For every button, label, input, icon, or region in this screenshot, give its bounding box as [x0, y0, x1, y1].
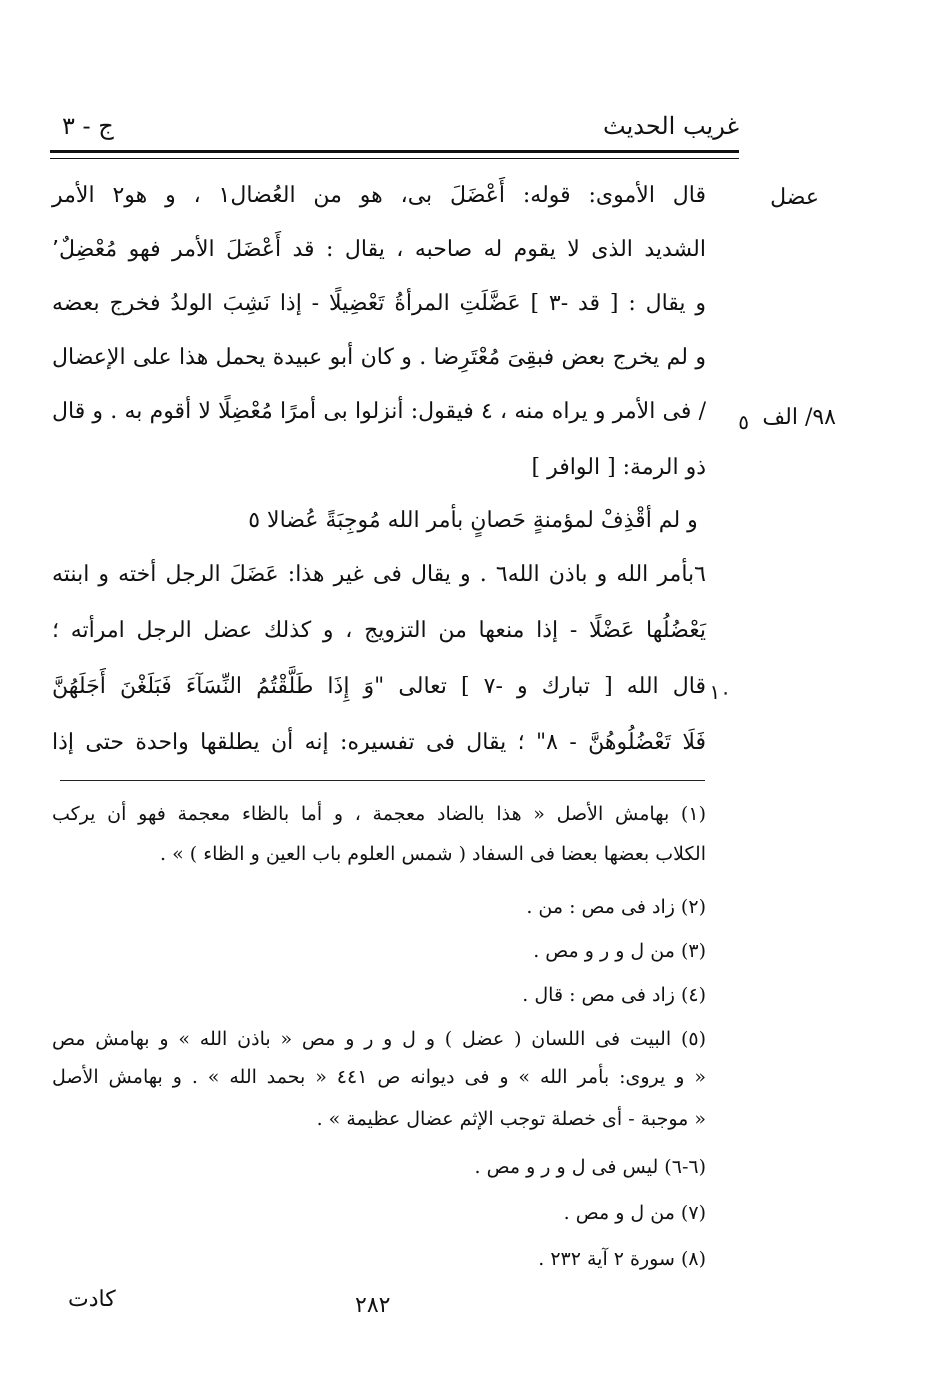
header-rule-thin	[50, 158, 739, 159]
line-number-5: ٥	[738, 410, 749, 434]
footnote-line: (٧) من ل و مص .	[563, 1202, 706, 1224]
footnote-line: « و يروى: بأمر الله » و فى ديوانه ص ٤٤١ « بحمد الله » . و بهامش الأصل	[52, 1066, 706, 1088]
body-line: الشديد الذى لا يقوم له صاحبه ، يقال : قد أَعْضَلَ الأمر فهو مُعْضِلٌ٬	[52, 237, 706, 262]
page-number: ٢٨٢	[355, 1293, 391, 1318]
footnote-rule	[60, 780, 705, 781]
body-line: و لم يخرج بعض فبقِىَ مُعْتَرِضا . و كان أبو عبيدة يحمل هذا على الإعضال	[52, 345, 706, 370]
footnote-line: (٢) زاد فى مص : من .	[526, 896, 706, 918]
folio-marker: ٩٨/ الف	[762, 405, 836, 430]
body-line: قال الأموى: قوله: أَعْضَلَ بى، هو من العُضال١ ، و هو٢ الأمر	[52, 183, 707, 208]
footnote-line: الكلاب بعضها بعضا فى السفاد ( شمس العلوم باب العين و الظاء ) » .	[160, 843, 706, 865]
footnote-line: « موجبة - أى خصلة توجب الإثم عضال عظيمة » .	[316, 1108, 706, 1130]
header-rule	[50, 150, 739, 153]
body-line: فَلَا تَعْضُلُوهُنَّ - ٨" ؛ يقال فى تفسيره: إنه أن يطلقها واحدة حتى إذا	[52, 730, 706, 755]
footnote-line: (١) بهامش الأصل « هذا بالضاد معجمة ، و أما بالظاء معجمة فهو أن يركب	[52, 803, 706, 825]
body-line: ذو الرمة: [ الوافر ]	[531, 455, 706, 480]
body-line: ٦بأمر الله و باذن الله٦ . و يقال فى غير هذا: عَضَلَ الرجل أخته و ابنته	[52, 562, 706, 587]
footnote-line: (٦-٦) ليس فى ل و ر و مص .	[474, 1156, 706, 1178]
volume-label: ج - ٣	[62, 112, 114, 140]
footnote-line: (٥) البيت فى اللسان ( عضل ) و ل و ر و مص « باذن الله » و بهامش مص	[52, 1028, 706, 1050]
margin-headword: عضل	[770, 185, 819, 210]
footnote-line: (٨) سورة ٢ آية ٢٣٢ .	[538, 1248, 706, 1270]
body-line: قال الله [ تبارك و -٧ ] تعالى "وَ إِذَا طَلَّقْتُمُ النِّسَآءَ فَبَلَغْنَ أَجَلَهُنَّ	[52, 674, 706, 699]
poetry-verse: و لم أقْذِفْ لمؤمنةٍ حَصانٍ بأمر الله مُوجِبَةً عُضالا ٥	[248, 508, 698, 533]
footnote-line: (٣) من ل و ر و مص .	[533, 940, 706, 962]
catchword: كادت	[68, 1287, 116, 1312]
body-line: / فى الأمر و يراه منه ، ٤ فيقول: أنزلوا بى أمرًا مُعْضِلًا لا أقوم به . و قال	[52, 399, 706, 424]
body-line: و يقال : [ قد -٣ ] عَضَّلَتِ المرأةُ تَعْضِيلًا - إذا نَشِبَ الولدُ فخرج بعضه	[52, 291, 707, 316]
line-number-10: ١٠	[709, 680, 731, 704]
body-line: يَعْضُلُها عَضْلًا - إذا منعها من التزويج ، و كذلك عضل الرجل امرأته ؛	[52, 618, 706, 643]
running-title: غريب الحديث	[603, 112, 739, 140]
footnote-line: (٤) زاد فى مص : قال .	[522, 984, 706, 1006]
